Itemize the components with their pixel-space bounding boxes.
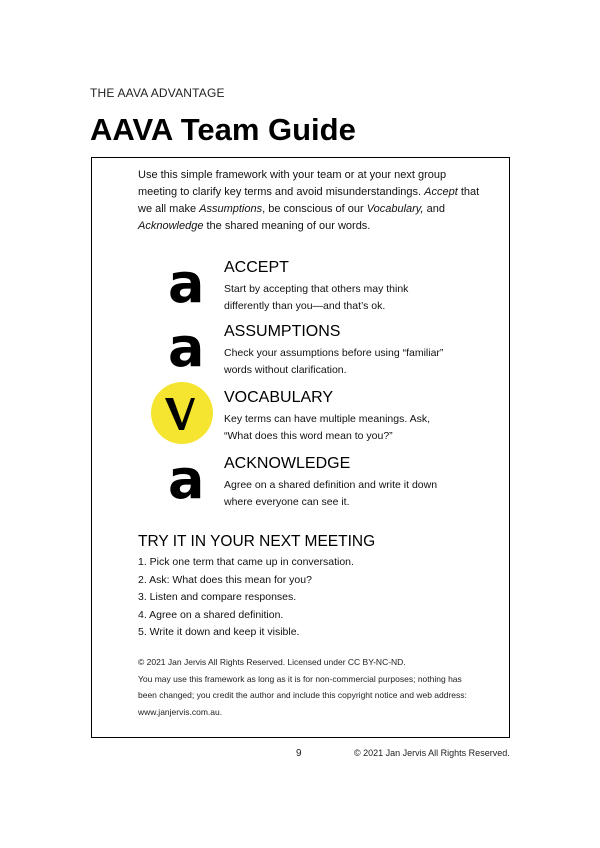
pillar-description: Start by accepting that others may think differently than you—and that’s ok.	[224, 283, 409, 312]
pillar-acknowledge	[162, 448, 462, 527]
pillar-name: ACCEPT	[224, 259, 289, 276]
steps-list	[138, 554, 354, 642]
v-glyph	[151, 382, 213, 444]
pillar-name: VOCABULARY	[224, 389, 334, 406]
letter-a-icon	[162, 316, 218, 381]
copyright-line: © 2021 Jan Jervis All Rights Reserved. Licensed under CC BY-NC-ND.	[138, 657, 406, 667]
intro-paragraph	[138, 167, 483, 235]
intro-assumptions-word: Assumptions	[199, 203, 263, 215]
page-number: 9	[296, 748, 302, 759]
intro-text: the shared meaning of our words.	[203, 220, 371, 232]
intro-text: that we all make	[138, 186, 480, 215]
pillar-description: Check your assumptions before using “familiar” words without clarification.	[224, 347, 444, 376]
pillar-description: Agree on a shared definition and write it down where everyone can see it.	[224, 479, 438, 508]
try-heading: TRY IT IN YOUR NEXT MEETING	[138, 533, 376, 550]
copyright-terms: You may use this framework as long as it is for non-commercial purposes; nothing has been changed; you credit the author and include this copyright notice and web address: www.janjervis.com.au.	[138, 673, 467, 717]
pillar-name: ASSUMPTIONS	[224, 323, 341, 340]
letter-a-icon	[162, 252, 218, 317]
intro-text: , be conscious of our	[262, 203, 367, 215]
intro-vocabulary-word: Vocabulary,	[366, 203, 424, 215]
list-item: 5. Write it down and keep it visible.	[138, 626, 300, 638]
yellow-circle	[151, 382, 213, 444]
letter-v-icon	[162, 391, 218, 447]
footer-copyright: © 2021 Jan Jervis All Rights Reserved.	[354, 748, 510, 758]
intro-text: Use this simple framework with your team or at your next group meeting to clarify key terms and avoid misunderstandings.	[138, 169, 447, 198]
intro-accept-word: Accept	[424, 186, 458, 198]
list-item: 3. Listen and compare responses.	[138, 591, 297, 603]
accept-glyph: a	[168, 252, 205, 315]
intro-text: and	[423, 203, 445, 215]
pillar-description: Key terms can have multiple meanings. Ask, “What does this word mean to you?”	[224, 413, 431, 442]
list-item: 1. Pick one term that came up in conversation.	[138, 556, 354, 568]
pillar-accept	[162, 252, 462, 331]
intro-acknowledge-word: Acknowledge	[138, 220, 204, 232]
pillar-vocabulary	[162, 391, 462, 461]
page-title: AAVA Team Guide	[90, 112, 356, 147]
list-item: 2. Ask: What does this mean for you?	[138, 573, 312, 586]
pillar-name: ACKNOWLEDGE	[224, 455, 351, 472]
guide-box	[91, 157, 510, 738]
letter-a-icon	[162, 448, 218, 513]
page-kicker: THE AAVA ADVANTAGE	[90, 86, 225, 100]
acknowledge-glyph: a	[168, 448, 205, 511]
assumptions-glyph: a	[168, 316, 205, 379]
list-item: 4. Agree on a shared definition.	[138, 608, 284, 621]
copyright-notice	[138, 654, 468, 720]
